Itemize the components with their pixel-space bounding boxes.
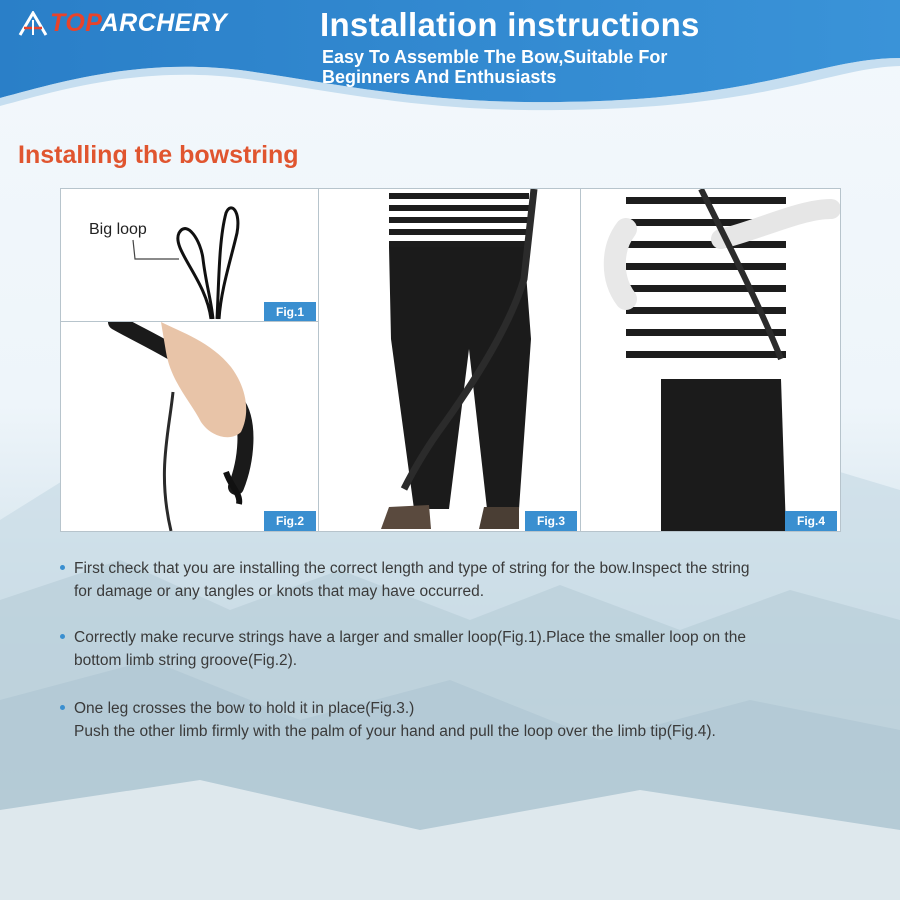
instruction-text: First check that you are installing the correct length and type of string for the bow.Inspect the string for damage or any tangles or knots that may have occurred. bbox=[74, 560, 750, 600]
page-subtitle: Easy To Assemble The Bow,Suitable For Beginners And Enthusiasts bbox=[322, 47, 668, 87]
archery-logo-icon bbox=[18, 11, 48, 37]
brand-logo bbox=[18, 9, 227, 38]
brand-name: TOPARCHERY bbox=[50, 9, 228, 37]
person-stepping-through-bow-illustration bbox=[319, 189, 580, 531]
person-stringing-bow-illustration bbox=[581, 189, 840, 531]
instruction-text: One leg crosses the bow to hold it in place(Fig.3.) Push the other limb firmly with the palm of your hand and pull the loop over the limb tip(Fig.4). bbox=[74, 700, 716, 740]
figure-1-panel bbox=[60, 188, 319, 323]
fig-3-label: Fig.3 bbox=[525, 511, 577, 531]
instruction-item-2 bbox=[60, 626, 870, 672]
fig-1-label: Fig.1 bbox=[264, 302, 316, 322]
page-title: Installation instructions bbox=[320, 6, 700, 43]
instruction-text: Correctly make recurve strings have a larger and smaller loop(Fig.1).Place the smaller loop on the bottom limb string groove(Fig.2). bbox=[74, 629, 746, 669]
instruction-item-1 bbox=[60, 557, 870, 603]
bullet-dot bbox=[60, 565, 65, 570]
fig-4-label: Fig.4 bbox=[785, 511, 837, 531]
section-title: Installing the bowstring bbox=[18, 141, 299, 169]
instruction-item-3 bbox=[60, 697, 870, 743]
figure-4-panel bbox=[580, 188, 841, 532]
figure-3-panel bbox=[318, 188, 581, 532]
bullet-dot bbox=[60, 705, 65, 710]
figure-2-panel bbox=[60, 321, 319, 532]
fig-2-label: Fig.2 bbox=[264, 511, 316, 531]
hand-holding-limb-illustration bbox=[61, 322, 318, 531]
big-loop-label: Big loop bbox=[89, 221, 147, 238]
bullet-dot bbox=[60, 634, 65, 639]
